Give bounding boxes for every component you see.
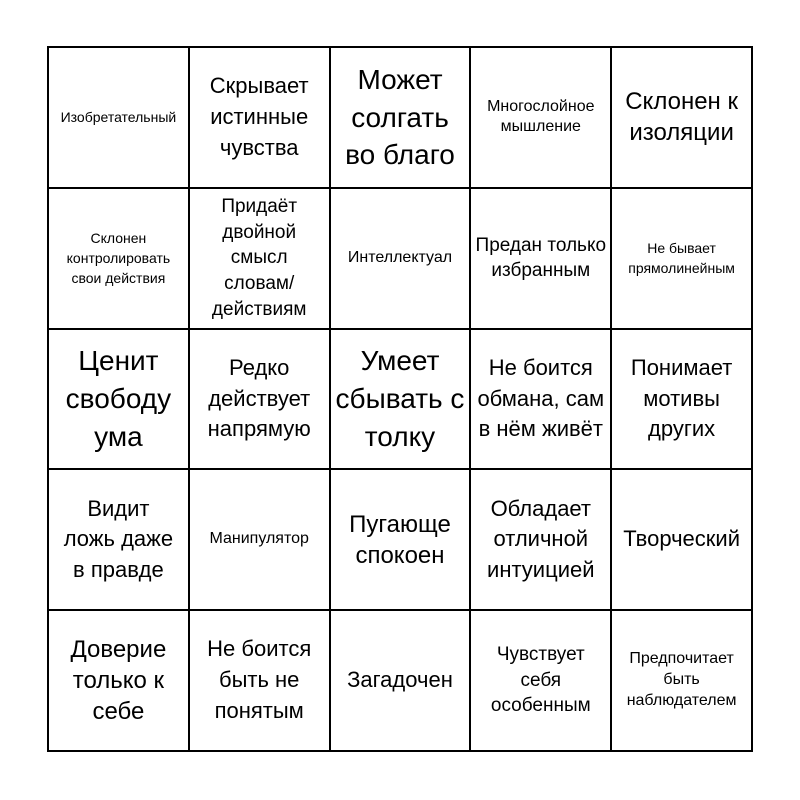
bingo-cell[interactable]: Изобретательный — [49, 48, 190, 189]
bingo-cell[interactable]: Склонен контролировать свои действия — [49, 189, 190, 330]
bingo-cell[interactable]: Видит ложь даже в правде — [49, 470, 190, 611]
bingo-cell[interactable]: Пугающе спокоен — [331, 470, 472, 611]
bingo-cell[interactable]: Ценит свободу ума — [49, 330, 190, 471]
bingo-cell[interactable]: Не боится обмана, сам в нём живёт — [471, 330, 612, 471]
bingo-cell[interactable]: Манипулятор — [190, 470, 331, 611]
bingo-cell[interactable]: Интеллектуал — [331, 189, 472, 330]
bingo-cell[interactable]: Скрывает истинные чувства — [190, 48, 331, 189]
bingo-cell[interactable]: Не бывает прямолинейным — [612, 189, 753, 330]
bingo-cell[interactable]: Редко действует напрямую — [190, 330, 331, 471]
bingo-cell[interactable]: Предпочитает быть наблюдателем — [612, 611, 753, 752]
bingo-cell[interactable]: Придаёт двойной смысл словам/ действиям — [190, 189, 331, 330]
bingo-board — [47, 46, 753, 752]
bingo-cell[interactable]: Чувствует себя особенным — [471, 611, 612, 752]
bingo-cell[interactable]: Не боится быть не понятым — [190, 611, 331, 752]
bingo-cell[interactable]: Может солгать во благо — [331, 48, 472, 189]
bingo-cell[interactable]: Загадочен — [331, 611, 472, 752]
bingo-cell[interactable]: Творческий — [612, 470, 753, 611]
bingo-cell[interactable]: Умеет сбывать с толку — [331, 330, 472, 471]
bingo-cell[interactable]: Предан только избранным — [471, 189, 612, 330]
bingo-cell[interactable]: Доверие только к себе — [49, 611, 190, 752]
bingo-cell[interactable]: Склонен к изоляции — [612, 48, 753, 189]
bingo-cell[interactable]: Понимает мотивы других — [612, 330, 753, 471]
bingo-cell[interactable]: Многослойное мышление — [471, 48, 612, 189]
bingo-cell[interactable]: Обладает отличной интуицией — [471, 470, 612, 611]
